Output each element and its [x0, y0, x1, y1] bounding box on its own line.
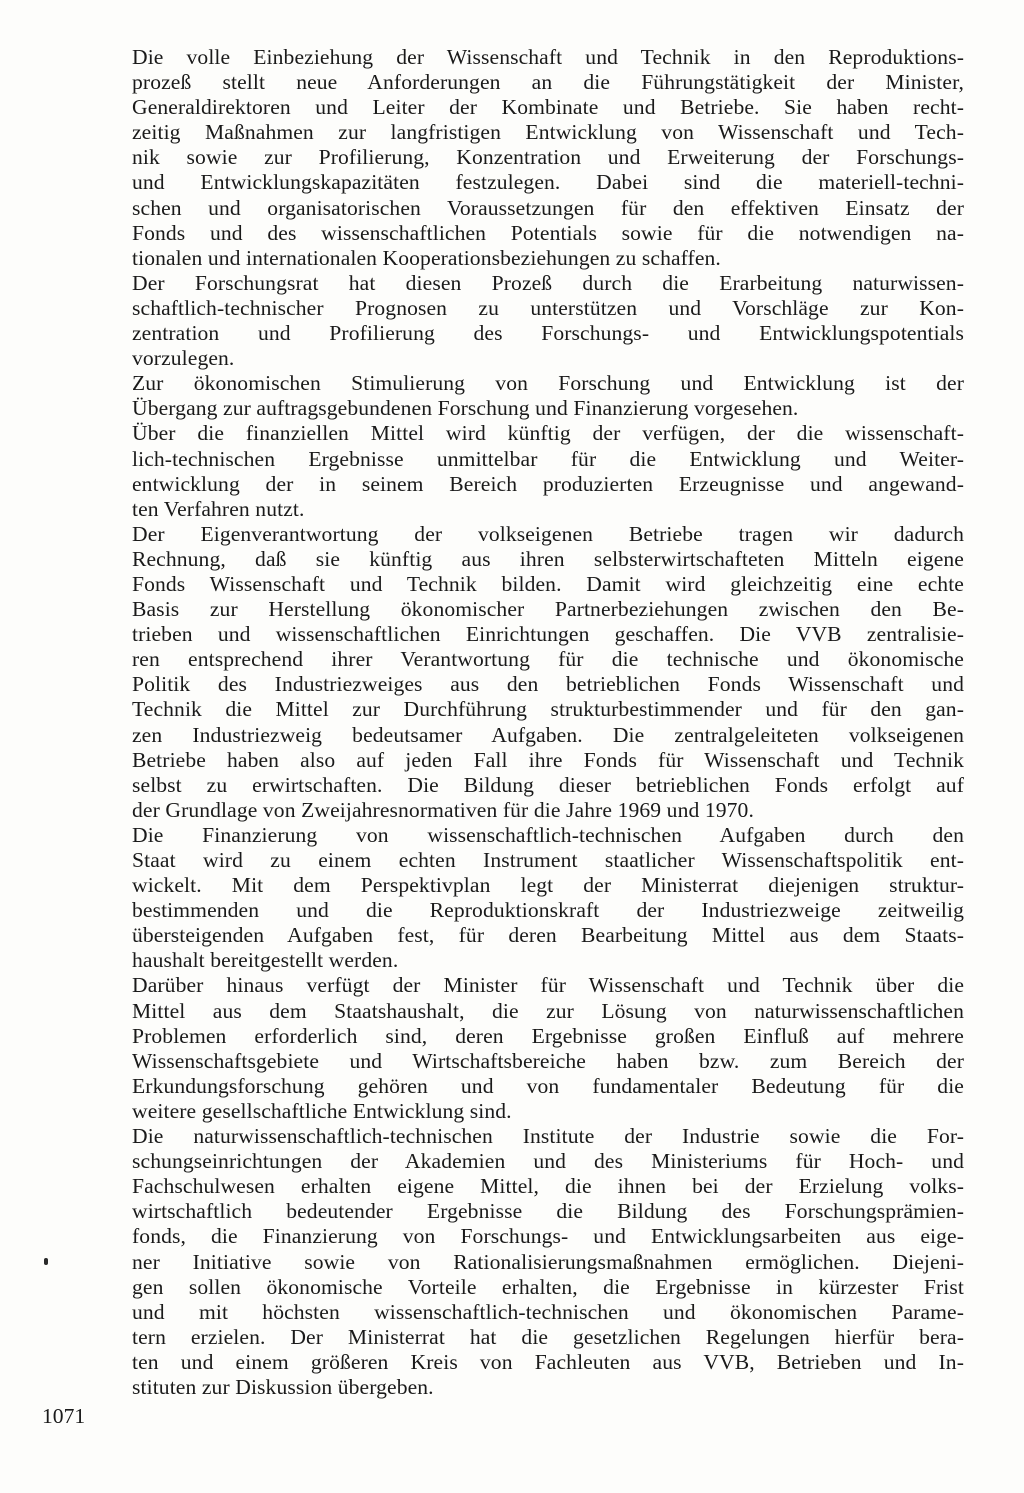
text-line: haushalt bereitgestellt werden. [132, 948, 399, 973]
text-line: Fonds Wissenschaft und Technik bilden. Damit wird gleichzeitig eine echte [132, 571, 964, 596]
text-line: Wissenschaftsgebiete und Wirtschaftsbereiche haben bzw. zum Bereich der [132, 1048, 964, 1073]
body-text [132, 45, 964, 1400]
text-line: Mittel aus dem Staatshaushalt, die zur Lösung von naturwissenschaftlichen [132, 998, 964, 1023]
text-line: ner Initiative sowie von Rationalisierungsmaßnahmen ermöglichen. Diejeni- [132, 1249, 964, 1274]
text-line: schen und organisatorischen Voraussetzungen für den effektiven Einsatz der [132, 195, 964, 220]
text-line: schungseinrichtungen der Akademien und des Ministeriums für Hoch- und [132, 1149, 964, 1174]
text-line: Problemen erforderlich sind, deren Ergebnisse großen Einfluß auf mehrere [132, 1023, 964, 1048]
text-line: gen sollen ökonomische Vorteile erhalten, die Ergebnisse in kürzester Frist [132, 1274, 964, 1299]
text-line: Fonds und des wissenschaftlichen Potentials sowie für die notwendigen na- [132, 220, 964, 245]
text-line: tionalen und internationalen Kooperationsbeziehungen zu schaffen. [132, 245, 721, 270]
paragraph [132, 421, 964, 521]
text-line: prozeß stellt neue Anforderungen an die Führungstätigkeit der Minister, [132, 70, 964, 95]
paragraph [132, 45, 964, 271]
text-line: nik sowie zur Profilierung, Konzentration und Erweiterung der Forschungs- [132, 145, 964, 170]
text-line: und Entwicklungskapazitäten festzulegen. Dabei sind die materiell-techni- [132, 170, 964, 195]
text-line: Generaldirektoren und Leiter der Kombinate und Betriebe. Sie haben recht- [132, 95, 964, 120]
paragraph [132, 522, 964, 823]
text-line: übersteigenden Aufgaben fest, für deren Bearbeitung Mittel aus dem Staats- [132, 923, 964, 948]
text-line: Politik des Industriezweiges aus den betrieblichen Fonds Wissenschaft und [132, 672, 964, 697]
text-line: Rechnung, daß sie künftig aus ihren selbsterwirtschafteten Mitteln eigene [132, 546, 964, 571]
text-line: Über die finanziellen Mittel wird künftig der verfügen, der die wissenschaft- [132, 421, 964, 446]
text-line: Übergang zur auftragsgebundenen Forschung und Finanzierung vorgesehen. [132, 396, 799, 421]
paragraph [132, 271, 964, 371]
text-line: stituten zur Diskussion übergeben. [132, 1374, 434, 1399]
text-line: zentration und Profilierung des Forschungs- und Entwicklungspotentials [132, 321, 964, 346]
text-line: bestimmenden und die Reproduktionskraft der Industriezweige zeitweilig [132, 898, 964, 923]
text-line: Fachschulwesen erhalten eigene Mittel, die ihnen bei der Erzielung volks- [132, 1174, 964, 1199]
text-line: ten und einem größeren Kreis von Fachleuten aus VVB, Betrieben und In- [132, 1349, 964, 1374]
paragraph [132, 1124, 964, 1400]
text-line: trieben und wissenschaftlichen Einrichtungen geschaffen. Die VVB zentralisie- [132, 622, 964, 647]
text-line: lich-technischen Ergebnisse unmittelbar für die Entwicklung und Weiter- [132, 446, 964, 471]
text-line: Betriebe haben also auf jeden Fall ihre Fonds für Wissenschaft und Technik [132, 747, 964, 772]
text-line: weitere gesellschaftliche Entwicklung sind. [132, 1098, 512, 1123]
text-line: der Grundlage von Zweijahresnormativen für die Jahre 1969 und 1970. [132, 797, 754, 822]
text-line: zeitig Maßnahmen zur langfristigen Entwicklung von Wissenschaft und Tech- [132, 120, 964, 145]
text-line: Die naturwissenschaftlich-technischen Institute der Industrie sowie die For- [132, 1124, 964, 1149]
text-line: vorzulegen. [132, 346, 235, 371]
text-line: Der Forschungsrat hat diesen Prozeß durch die Erarbeitung naturwissen- [132, 270, 964, 295]
text-line: Erkundungsforschung gehören und von fundamentaler Bedeutung für die [132, 1073, 964, 1098]
text-line: Darüber hinaus verfügt der Minister für Wissenschaft und Technik über die [132, 973, 964, 998]
text-line: ren entsprechend ihrer Verantwortung für die technische und ökonomische [132, 647, 964, 672]
text-line: zen Industriezweig bedeutsamer Aufgaben. Die zentralgeleiteten volkseigenen [132, 722, 964, 747]
paragraph [132, 823, 964, 974]
text-line: tern erzielen. Der Ministerrat hat die gesetzlichen Regelungen hierfür bera- [132, 1324, 964, 1349]
text-line: Der Eigenverantwortung der volkseigenen Betriebe tragen wir dadurch [132, 521, 964, 546]
text-line: Technik die Mittel zur Durchführung strukturbestimmender und für den gan- [132, 697, 964, 722]
margin-mark [44, 1258, 48, 1265]
text-line: Die volle Einbeziehung der Wissenschaft und Technik in den Reproduktions- [132, 45, 964, 69]
text-line: Staat wird zu einem echten Instrument staatlicher Wissenschaftspolitik ent- [132, 848, 964, 872]
text-line: fonds, die Finanzierung von Forschungs- und Entwicklungsarbeiten aus eige- [132, 1224, 964, 1249]
text-line: selbst zu erwirtschaften. Die Bildung dieser betrieblichen Fonds erfolgt auf [132, 772, 964, 797]
text-line: entwicklung der in seinem Bereich produzierten Erzeugnisse und angewand- [132, 471, 964, 496]
text-line: schaftlich-technischer Prognosen zu unterstützen und Vorschläge zur Kon- [132, 295, 964, 320]
text-line: wickelt. Mit dem Perspektivplan legt der Ministerrat diejenigen struktur- [132, 873, 964, 898]
text-line: wirtschaftlich bedeutender Ergebnisse die Bildung des Forschungsprämien- [132, 1199, 964, 1224]
text-line: Basis zur Herstellung ökonomischer Partnerbeziehungen zwischen den Be- [132, 597, 964, 622]
page-number: 1071 [42, 1404, 86, 1428]
text-line: Die Finanzierung von wissenschaftlich-technischen Aufgaben durch den [132, 822, 964, 847]
text-line: und mit höchsten wissenschaftlich-technischen und ökonomischen Parame- [132, 1299, 964, 1324]
text-line: Zur ökonomischen Stimulierung von Forschung und Entwicklung ist der [132, 371, 964, 396]
text-line: ten Verfahren nutzt. [132, 496, 305, 521]
paragraph [132, 973, 964, 1124]
paragraph [132, 371, 964, 421]
